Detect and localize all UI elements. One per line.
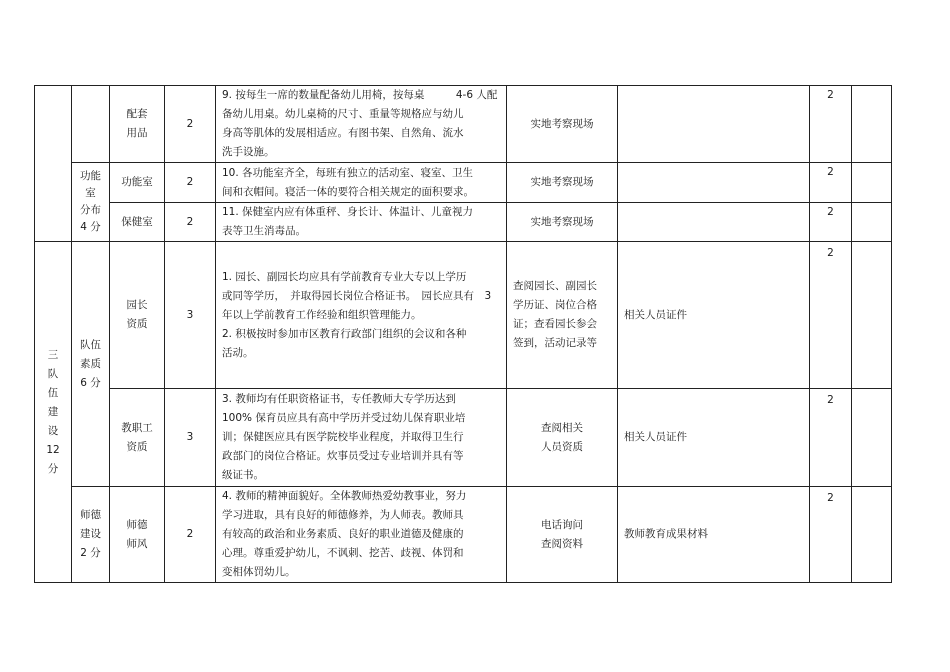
item-name: 配套 用品 <box>110 86 165 163</box>
score-value: 2 <box>827 166 834 178</box>
evidence-cell: 相关人员证件 <box>618 389 810 487</box>
item-content: 10. 各功能室齐全，每班有独立的活动室、寝室、卫生 间和衣帽间。寝活一体的要符合相关规定的面积要求。 <box>216 163 507 203</box>
score-value: 2 <box>827 206 834 218</box>
score-cell <box>810 389 852 487</box>
evaluation-table <box>34 85 892 583</box>
group-team-quality: 队伍 素质 6 分 <box>72 242 110 487</box>
evidence-cell <box>618 163 810 203</box>
remark-cell <box>852 86 892 163</box>
group-cell-empty <box>72 86 110 163</box>
item-content: 3. 教师均有任职资格证书，专任教师大专学历达到 100% 保育员应具有高中学历并受过幼儿保育职业培 训；保健医应具有医学院校毕业程度，并取得卫生行 政部门的岗位合格证。炊事员受过专业培训并具有等 级证书。 <box>216 389 507 487</box>
remark-cell <box>852 163 892 203</box>
item-points: 2 <box>165 487 216 583</box>
item-name: 保健室 <box>110 203 165 242</box>
score-value: 2 <box>827 89 834 101</box>
score-value: 2 <box>827 247 834 259</box>
item-points: 3 <box>165 389 216 487</box>
check-method: 实地考察现场 <box>507 163 618 203</box>
evidence-cell: 相关人员证件 <box>618 242 810 389</box>
table-row <box>35 203 892 242</box>
check-method: 电话询问 查阅资料 <box>507 487 618 583</box>
table-row <box>35 389 892 487</box>
item-name: 功能室 <box>110 163 165 203</box>
item-content: 11. 保健室内应有体重秤、身长计、体温计、儿童视力 表等卫生消毒品。 <box>216 203 507 242</box>
item-points: 3 <box>165 242 216 389</box>
group-ethics: 师德 建设 2 分 <box>72 487 110 583</box>
score-cell <box>810 86 852 163</box>
remark-cell <box>852 487 892 583</box>
item-points: 2 <box>165 86 216 163</box>
evidence-cell <box>618 203 810 242</box>
score-cell <box>810 487 852 583</box>
score-cell <box>810 163 852 203</box>
item-name: 教职工 资质 <box>110 389 165 487</box>
score-value: 2 <box>827 394 834 406</box>
table-row <box>35 163 892 203</box>
score-cell <box>810 203 852 242</box>
item-name: 园长 资质 <box>110 242 165 389</box>
check-method: 查阅园长、副园长 学历证、岗位合格 证；查看园长参会 签到，活动记录等 <box>507 242 618 389</box>
score-value: 2 <box>827 492 834 504</box>
item-content: 4. 教师的精神面貌好。全体教师热爱幼教事业，努力 学习进取，具有良好的师德修养，为人师表。教师具 有较高的政治和业务素质、良好的职业道德及健康的 心理。尊重爱护幼儿，不讽刺、挖苦、歧视、体罚和 变相体罚幼儿。 <box>216 487 507 583</box>
evidence-cell <box>618 86 810 163</box>
item-points: 2 <box>165 203 216 242</box>
item-content: 9. 按每生一席的数量配备幼儿用椅，按每桌 4-6 人配 备幼儿用桌。幼儿桌椅的尺寸、重量等规格应与幼儿 身高等肌体的发展相适应。有图书架、自然角、流水 洗手设施。 <box>216 86 507 163</box>
section-cell-empty <box>35 86 72 242</box>
remark-cell <box>852 203 892 242</box>
item-content: 1. 园长、副园长均应具有学前教育专业大专以上学历 或同等学历， 并取得园长岗位合格证书。 园长应具有 3 年以上学前教育工作经验和组织管理能力。 2. 积极按时参加市区教育行政部门组织的会议和各种 活动。 <box>216 242 507 389</box>
score-cell <box>810 242 852 389</box>
group-function-room: 功能 室 分布 4 分 <box>72 163 110 242</box>
remark-cell <box>852 242 892 389</box>
check-method: 实地考察现场 <box>507 203 618 242</box>
check-method: 实地考察现场 <box>507 86 618 163</box>
item-points: 2 <box>165 163 216 203</box>
table-row <box>35 487 892 583</box>
remark-cell <box>852 389 892 487</box>
section-three-label: 三 队 伍 建 设 12 分 <box>35 242 72 583</box>
table-row <box>35 242 892 389</box>
table-row <box>35 86 892 163</box>
evidence-cell: 教师教育成果材料 <box>618 487 810 583</box>
item-name: 师德 师风 <box>110 487 165 583</box>
check-method: 查阅相关 人员资质 <box>507 389 618 487</box>
